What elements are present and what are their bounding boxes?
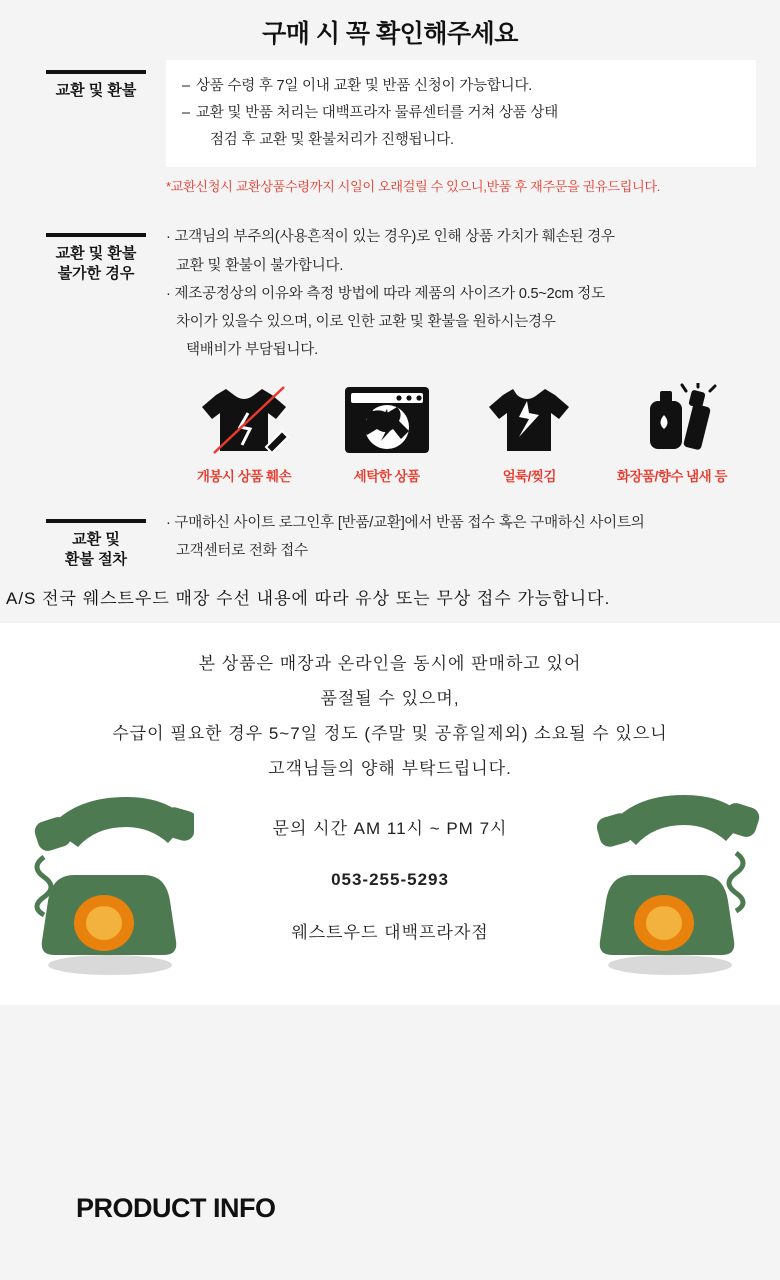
list-item [182, 100, 740, 127]
contact-panel [0, 623, 780, 1005]
icon-caption: 세탁한 상품 [353, 468, 420, 484]
store-name: 웨스트우드 대백프라자점 [291, 923, 489, 943]
business-hours: 문의 시간 AM 11시 ~ PM 7시 [272, 819, 508, 839]
icon-cell-stained-shirt [465, 381, 593, 485]
dash-marker: – [182, 104, 190, 121]
section-label-line1: 교환 및 [72, 530, 120, 548]
stained-shirt-icon [465, 381, 593, 459]
as-notice: A/S 전국 웨스트우드 매장 수선 내용에 따라 유상 또는 무상 접수 가능합니다. [6, 589, 611, 609]
telephone-icon [586, 783, 766, 983]
section-label-line2: 불가한 경우 [57, 265, 135, 283]
stock-notice-line: 품절될 수 있으며, [320, 688, 460, 708]
label-bar [46, 70, 146, 74]
icon-caption: 화장품/향수 냄새 등 [616, 468, 728, 484]
label-bar [46, 519, 146, 523]
list-item-text: 상품 수령 후 7일 이내 교환 및 반품 신청이 가능합니다. [196, 78, 533, 94]
icon-cell-torn-shirt [180, 381, 308, 485]
list-item [182, 127, 740, 154]
dash-marker: – [182, 78, 190, 94]
list-item-text: 교환 및 반품 처리는 대백프라자 물류센터를 거쳐 상품 상태 [196, 104, 558, 121]
list-item-text: 차이가 있을수 있으며, 이로 인한 교환 및 환불을 원하시는경우 [176, 314, 556, 331]
list-item-text: 교환 및 환불이 불가합니다. [176, 257, 344, 274]
section-body-non-refundable [152, 223, 756, 484]
section-label-line1: 교환 및 환불 [55, 245, 137, 263]
exchange-refund-box [166, 60, 756, 167]
section-procedure [0, 509, 780, 571]
icon-caption: 얼룩/찢김 [502, 468, 557, 484]
section-label-non-refundable [40, 223, 152, 285]
icon-cell-cosmetics [608, 381, 736, 485]
page-title: 구매 시 꼭 확인해주세요 [262, 20, 518, 48]
non-refundable-list [166, 223, 756, 364]
product-info-heading: PRODUCT INFO [76, 1193, 276, 1223]
cosmetics-icon [608, 381, 736, 459]
stock-notice-line: 고객님들의 양해 부탁드립니다. [268, 758, 512, 778]
torn-shirt-icon [180, 381, 308, 459]
telephone-icon [14, 783, 194, 983]
section-label-exchange-refund [40, 60, 152, 101]
stock-notice-line: 수급이 필요한 경우 5~7일 정도 (주말 및 공휴일제외) 소요될 수 있으니 [112, 723, 668, 743]
product-info-section [0, 1145, 780, 1280]
section-exchange-refund [0, 60, 780, 197]
list-item-text: 고객센터로 전화 접수 [176, 542, 308, 559]
stock-notice-line: 본 상품은 매장과 온라인을 동시에 판매하고 있어 [198, 654, 582, 674]
list-item-text: 점검 후 교환 및 환불처리가 진행됩니다. [210, 131, 454, 148]
list-item [182, 73, 740, 100]
dash-marker [182, 127, 196, 154]
exchange-warning-note: *교환신청시 교환상품수령까지 시일이 오래걸릴 수 있으니,반품 후 재주문을 권유드립니다. [166, 179, 660, 195]
phone-number[interactable]: 053-255-5293 [331, 870, 449, 890]
section-non-refundable [0, 223, 780, 484]
label-bar [46, 233, 146, 237]
icon-caption: 개봉시 상품 훼손 [196, 468, 292, 484]
non-refundable-icon-row [166, 365, 756, 485]
list-item-text: 택배비가 부담됩니다. [186, 342, 318, 359]
section-label-line2: 환불 절차 [64, 550, 128, 568]
section-label-procedure [40, 509, 152, 571]
list-item-text: · 고객님의 부주의(사용흔적이 있는 경우)로 인해 상품 가치가 훼손된 경우 [166, 229, 615, 246]
icon-cell-washing-machine [323, 381, 451, 485]
list-item-text: · 제조공정상의 이유와 측정 방법에 따라 제품의 사이즈가 0.5~2cm 정도 [166, 285, 605, 302]
washing-machine-icon [323, 381, 451, 459]
section-body-exchange-refund [152, 60, 756, 197]
procedure-list [166, 509, 756, 566]
section-label-line1: 교환 및 환불 [55, 82, 137, 99]
section-body-procedure [152, 509, 756, 566]
list-item-text: · 구매하신 사이트 로그인후 [반품/교환]에서 반품 접수 혹은 구매하신 사이트의 [166, 514, 645, 531]
